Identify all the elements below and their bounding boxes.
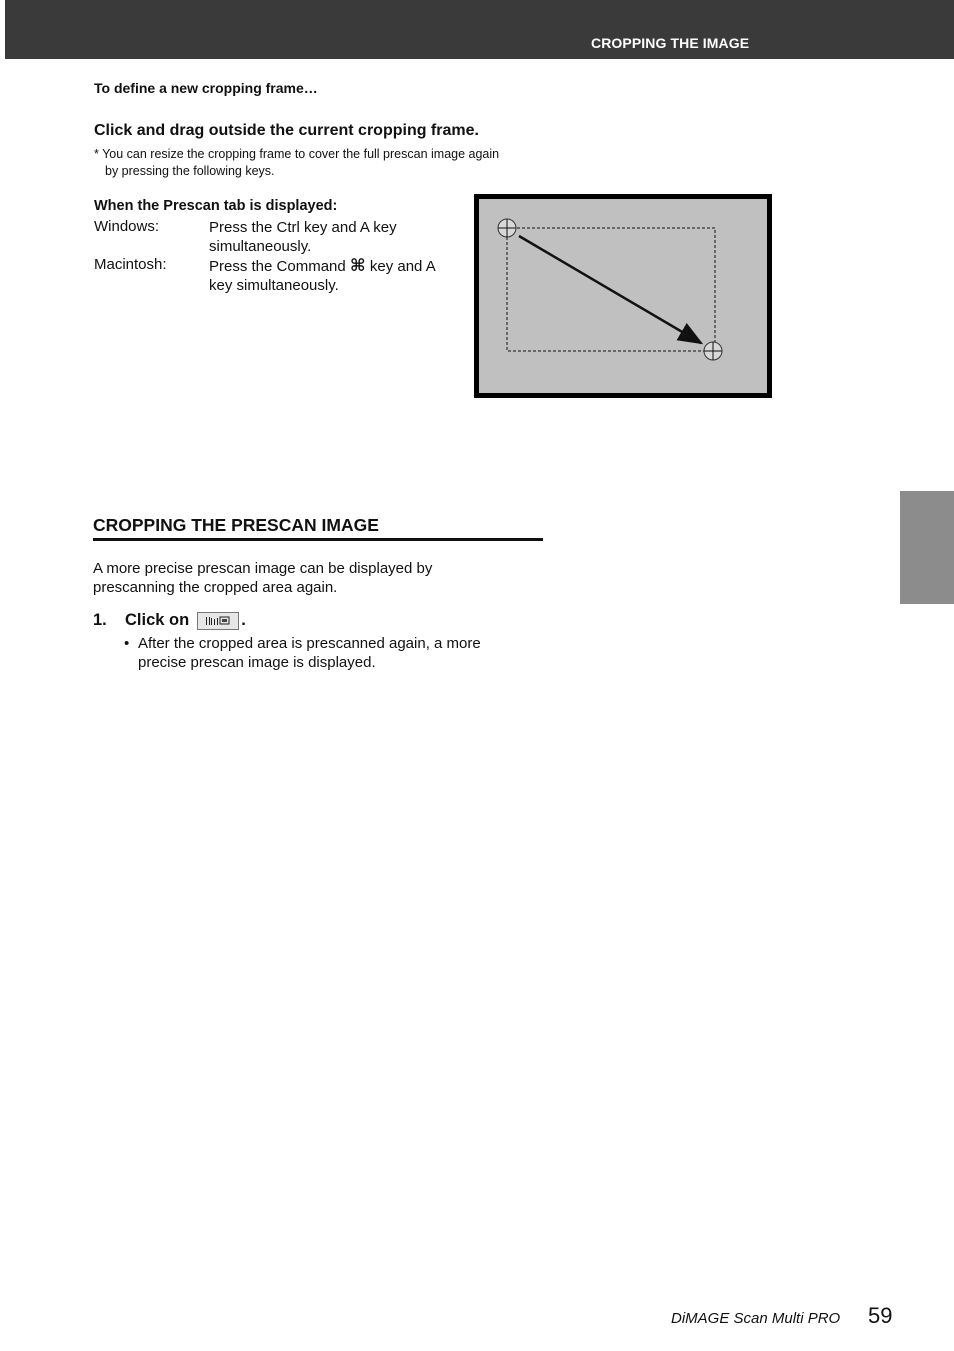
mac-line-1-post: key and A [369, 258, 436, 275]
mac-label: Macintosh: [94, 256, 167, 273]
bullet-line-1: After the cropped area is prescanned again, a more [138, 635, 481, 652]
step-text: Click on [125, 611, 190, 629]
section-paragraph [93, 559, 513, 597]
drag-instruction: Click and drag outside the current cropping frame. [94, 122, 479, 139]
note-line-1: * You can resize the cropping frame to cover the full prescan image again [94, 147, 500, 161]
start-crosshair-icon [498, 219, 516, 237]
windows-line-2: simultaneously. [209, 238, 312, 255]
header-title: CROPPING THE IMAGE [591, 35, 750, 51]
mac-line-1-pre: Press the Command [209, 258, 346, 275]
crop-drag-illustration [474, 194, 772, 398]
step-1 [93, 611, 246, 630]
command-key-icon: ⌘ [349, 256, 366, 275]
keys-heading: When the Prescan tab is displayed: [94, 198, 338, 214]
windows-instructions [209, 218, 479, 256]
end-crosshair-icon [704, 342, 722, 360]
step-end: . [241, 611, 246, 629]
section-title: CROPPING THE PRESCAN IMAGE [93, 515, 379, 535]
header-bar [5, 0, 954, 59]
bullet-line-2: precise prescan image is displayed. [138, 654, 376, 671]
step-1-bullet [124, 634, 544, 672]
mac-line-2: key simultaneously. [209, 277, 339, 294]
define-frame-subheading: To define a new cropping frame… [94, 80, 318, 96]
resize-note [94, 146, 554, 180]
para-line-2: prescanning the cropped area again. [93, 579, 338, 596]
crop-drag-svg [474, 194, 772, 398]
windows-line-1: Press the Ctrl key and A key [209, 219, 397, 236]
section-divider [93, 538, 543, 541]
side-tab-marker [900, 491, 954, 604]
bullet-text [138, 634, 481, 672]
footer-brand: DiMAGE Scan Multi PRO [671, 1310, 841, 1327]
step-number: 1. [93, 611, 107, 629]
page-number: 59 [868, 1303, 893, 1328]
prescan-icon-glyph [198, 613, 238, 629]
prescan-button-icon [197, 612, 239, 630]
bullet-dot: • [124, 635, 130, 652]
note-line-2: by pressing the following keys. [105, 164, 275, 178]
mac-line-1 [209, 256, 479, 276]
para-line-1: A more precise prescan image can be displayed by [93, 560, 433, 577]
windows-label: Windows: [94, 218, 160, 235]
mac-instructions [209, 256, 479, 295]
